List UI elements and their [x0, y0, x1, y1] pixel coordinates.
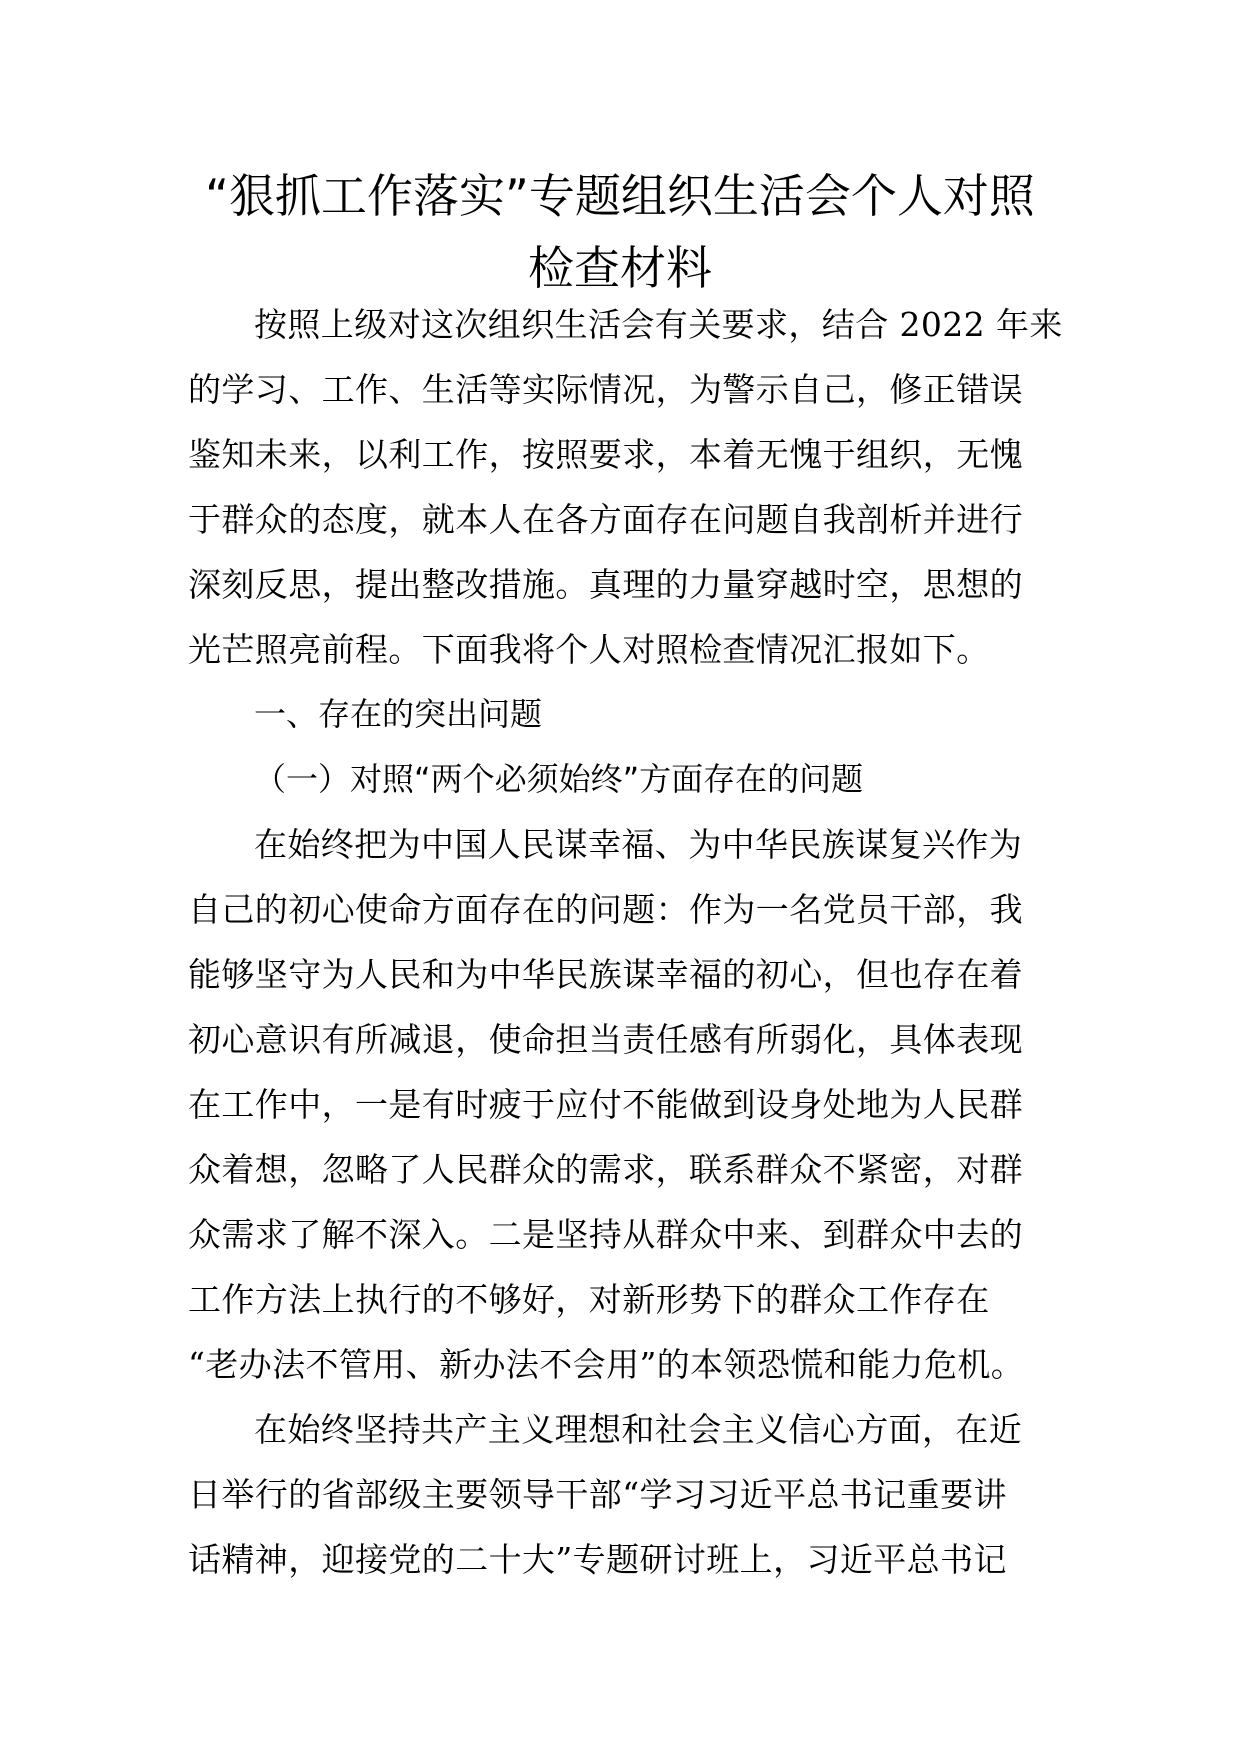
text-line: “老办法不管用、新办法不会用”的本领恐慌和能力危机。: [188, 1345, 1025, 1384]
subsection-heading: （一）对照“两个必须始终”方面存在的问题: [254, 760, 864, 798]
section-heading: 一、存在的突出问题: [254, 695, 543, 733]
text-line: 能够坚守为人民和为中华民族谋幸福的初心，但也存在着: [188, 955, 1023, 994]
text-line: 鉴知未来，以利工作，按照要求，本着无愧于组织，无愧: [188, 435, 1023, 474]
text-line: 自己的初心使命方面存在的问题：作为一名党员干部，我: [188, 890, 1023, 929]
text-line: 众需求了解不深入。二是坚持从群众中来、到群众中去的: [188, 1215, 1023, 1254]
text-line: 的学习、工作、生活等实际情况，为警示自己，修正错误: [188, 370, 1023, 409]
paragraph-intro: [188, 292, 1063, 682]
text-line: 众着想，忽略了人民群众的需求，联系群众不紧密，对群: [188, 1150, 1023, 1189]
text-line: 深刻反思，提出整改措施。真理的力量穿越时空，思想的: [188, 565, 1023, 604]
text-line: 光芒照亮前程。下面我将个人对照检查情况汇报如下。: [188, 630, 990, 669]
text-line: 初心意识有所减退，使命担当责任感有所弱化，具体表现: [188, 1020, 1023, 1059]
text-line: 于群众的态度，就本人在各方面存在问题自我剖析并进行: [188, 500, 1023, 539]
title-line: “狠抓工作落实”专题组织生活会个人对照: [205, 169, 1035, 223]
document-body: [188, 292, 1063, 1592]
text-line: 按照上级对这次组织生活会有关要求，结合 2022 年来: [254, 305, 1063, 344]
paragraph-ideals: [188, 1397, 1054, 1592]
title-line: 检查材料: [528, 241, 712, 295]
text-line: 工作方法上执行的不够好，对新形势下的群众工作存在: [188, 1280, 990, 1319]
text-line: 在始终坚持共产主义理想和社会主义信心方面，在近: [254, 1410, 1023, 1449]
text-line: 在始终把为中国人民谋幸福、为中华民族谋复兴作为: [254, 825, 1023, 864]
document-title: [150, 160, 1090, 304]
text-line: 话精神，迎接党的二十大”专题研讨班上，习近平总书记: [188, 1540, 1007, 1579]
text-line: 在工作中，一是有时疲于应付不能做到设身处地为人民群: [188, 1085, 1023, 1124]
text-line: 日举行的省部级主要领导干部“学习习近平总书记重要讲: [188, 1475, 1007, 1514]
paragraph-mission: [188, 812, 1054, 1397]
